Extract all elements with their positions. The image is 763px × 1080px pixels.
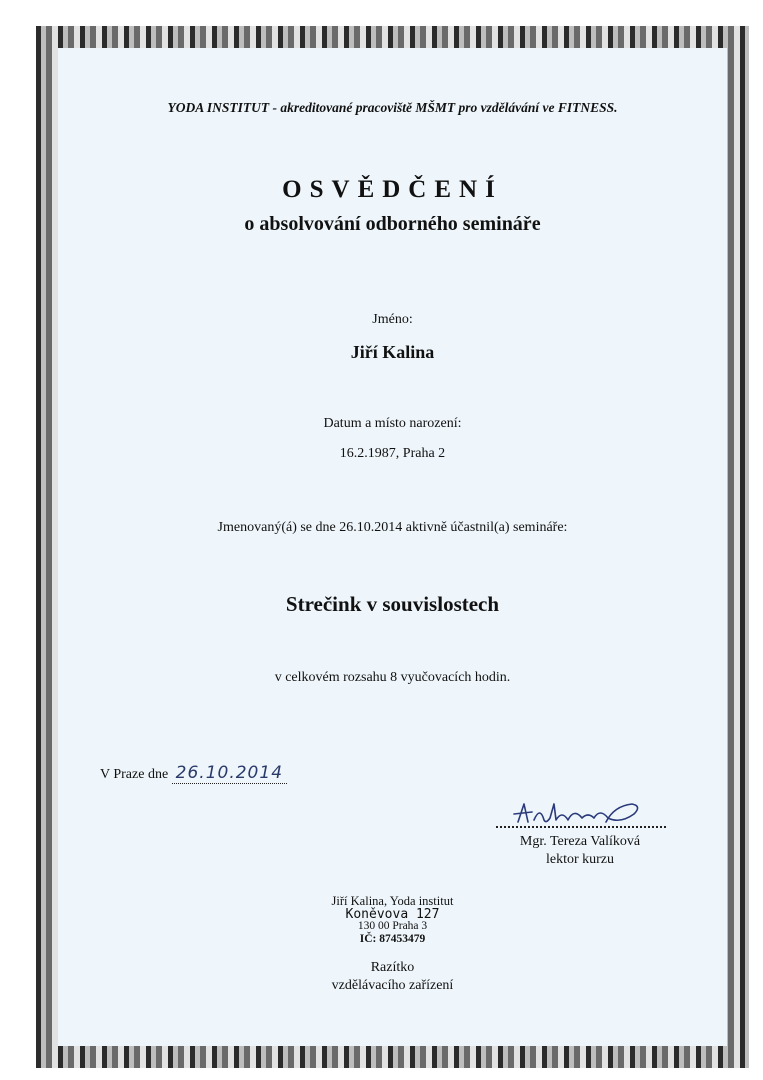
stamp-line-1: Jiří Kalina, Yoda institut — [331, 894, 454, 908]
stamp-line-2: Koněvova 127 — [345, 907, 440, 922]
handwritten-date: 26.10.2014 — [175, 763, 284, 783]
name-label: Jméno: — [372, 312, 413, 327]
course-scope: v celkovém rozsahu 8 vyučovacích hodin. — [274, 670, 511, 685]
stamp-line-3: 130 00 Praha 3 — [357, 920, 428, 932]
birth-value: 16.2.1987, Praha 2 — [339, 446, 446, 461]
certificate-title: OSVĚDČENÍ — [282, 176, 503, 203]
place-date-line — [100, 763, 287, 784]
place-prefix: V Praze dne — [100, 767, 169, 782]
stamp-line-4: IČ: 87453479 — [359, 933, 426, 945]
institute-header: YODA INSTITUT - akreditované pracoviště MŠMT pro vzdělávání ve FITNESS. — [167, 100, 618, 115]
participation-text: Jmenovaný(á) se dne 26.10.2014 aktivně účastnil(a) semináře: — [217, 520, 568, 535]
certificate-subtitle: o absolvování odborného semináře — [244, 213, 541, 235]
lecturer-name: Mgr. Tereza Valíková — [519, 834, 641, 849]
stamp-label-1: Razítko — [370, 960, 415, 975]
stamp-label-2: vzdělávacího zařízení — [331, 978, 454, 993]
lecturer-signature — [510, 796, 650, 835]
signature-scribble — [510, 796, 650, 830]
participant-name: Jiří Kalina — [350, 342, 435, 362]
signature-dotted-line — [496, 826, 666, 828]
date-dotted-field — [172, 763, 287, 784]
birth-label: Datum a místo narození: — [323, 416, 462, 431]
course-title: Strečink v souvislostech — [285, 592, 500, 616]
lecturer-role: lektor kurzu — [545, 852, 615, 867]
